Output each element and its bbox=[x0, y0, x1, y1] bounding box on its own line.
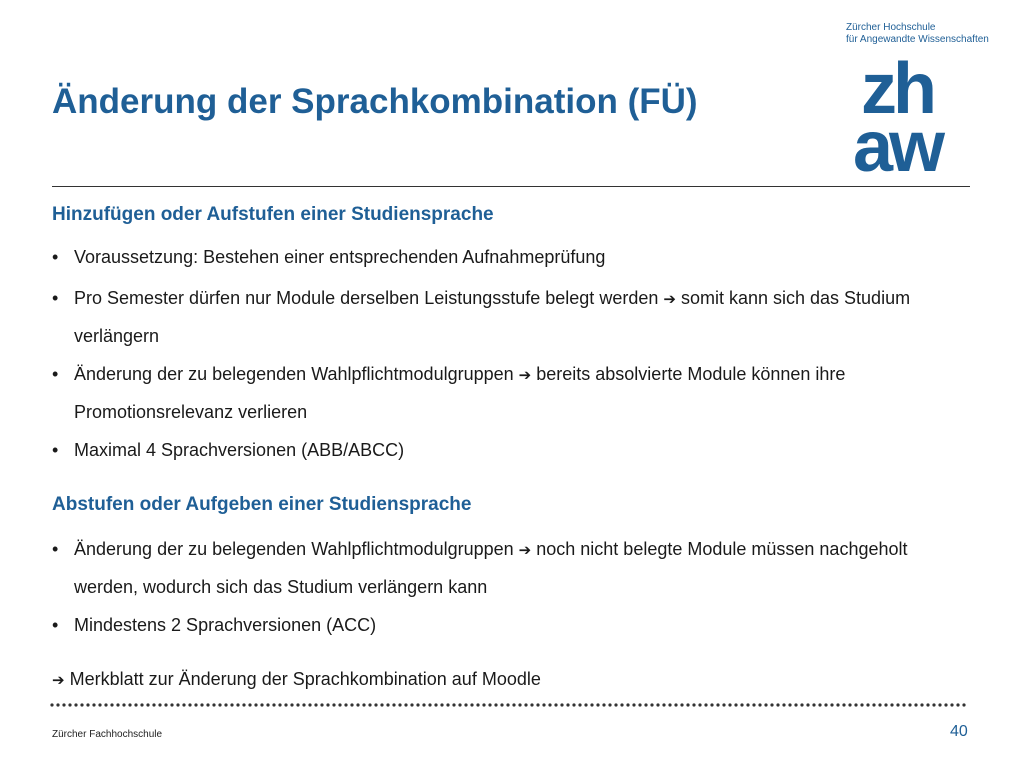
footer-institution: Zürcher Fachhochschule bbox=[52, 729, 163, 740]
bullet-text: Voraussetzung: Bestehen einer entsprechenden Aufnahmeprüfung bbox=[74, 247, 606, 267]
closing-note bbox=[52, 665, 541, 695]
closing-note-text: Merkblatt zur Änderung der Sprachkombination auf Moodle bbox=[69, 669, 541, 689]
logo-wordmark bbox=[846, 22, 989, 46]
bullet-icon: • bbox=[52, 539, 59, 559]
dotted-divider bbox=[50, 700, 970, 710]
bullet-icon: • bbox=[52, 615, 59, 635]
bullet-icon: • bbox=[52, 440, 59, 460]
logo-line-2: für Angewandte Wissenschaften bbox=[846, 34, 989, 45]
bullet-icon: • bbox=[52, 247, 59, 267]
bullet-text-after: bereits absolvierte Module können ihre Promotionsrelevanz verlieren bbox=[74, 364, 846, 422]
bullet-text-before: Änderung der zu belegenden Wahlpflichtmodulgruppen bbox=[74, 539, 514, 559]
bullet-text-before: Änderung der zu belegenden Wahlpflichtmodulgruppen bbox=[74, 364, 514, 384]
bullet-text: Maximal 4 Sprachversionen (ABB/ABCC) bbox=[74, 440, 405, 460]
arrow-right-icon: ➔ bbox=[518, 367, 532, 384]
bullet-icon: • bbox=[52, 288, 59, 308]
bullet-text-after: noch nicht belegte Module müssen nachgeholt werden, wodurch sich das Studium verlängern kann bbox=[74, 539, 908, 597]
arrow-right-icon: ➔ bbox=[52, 672, 65, 689]
page-number: 40 bbox=[950, 723, 968, 740]
bullet-icon: • bbox=[52, 364, 59, 384]
bullet-text-after: somit kann sich das Studium verlängern bbox=[74, 288, 911, 346]
logo-mark-bottom: aw bbox=[852, 107, 942, 175]
bullet-text: Mindestens 2 Sprachversionen (ACC) bbox=[74, 615, 377, 635]
arrow-right-icon: ➔ bbox=[518, 542, 532, 559]
bullet-text-before: Pro Semester dürfen nur Module derselben Leistungsstufe belegt werden bbox=[74, 288, 659, 308]
title-divider bbox=[52, 186, 970, 187]
logo-mark-top: zh bbox=[861, 55, 933, 129]
zhaw-logo-icon bbox=[842, 55, 952, 175]
section-heading-remove: Abstufen oder Aufgeben einer Studiensprache bbox=[52, 494, 472, 515]
arrow-right-icon: ➔ bbox=[663, 291, 676, 308]
section-heading-add: Hinzufügen oder Aufstufen einer Studiensprache bbox=[52, 204, 494, 225]
slide-title: Änderung der Sprachkombination (FÜ) bbox=[52, 82, 698, 121]
logo-line-1: Zürcher Hochschule bbox=[846, 22, 936, 33]
